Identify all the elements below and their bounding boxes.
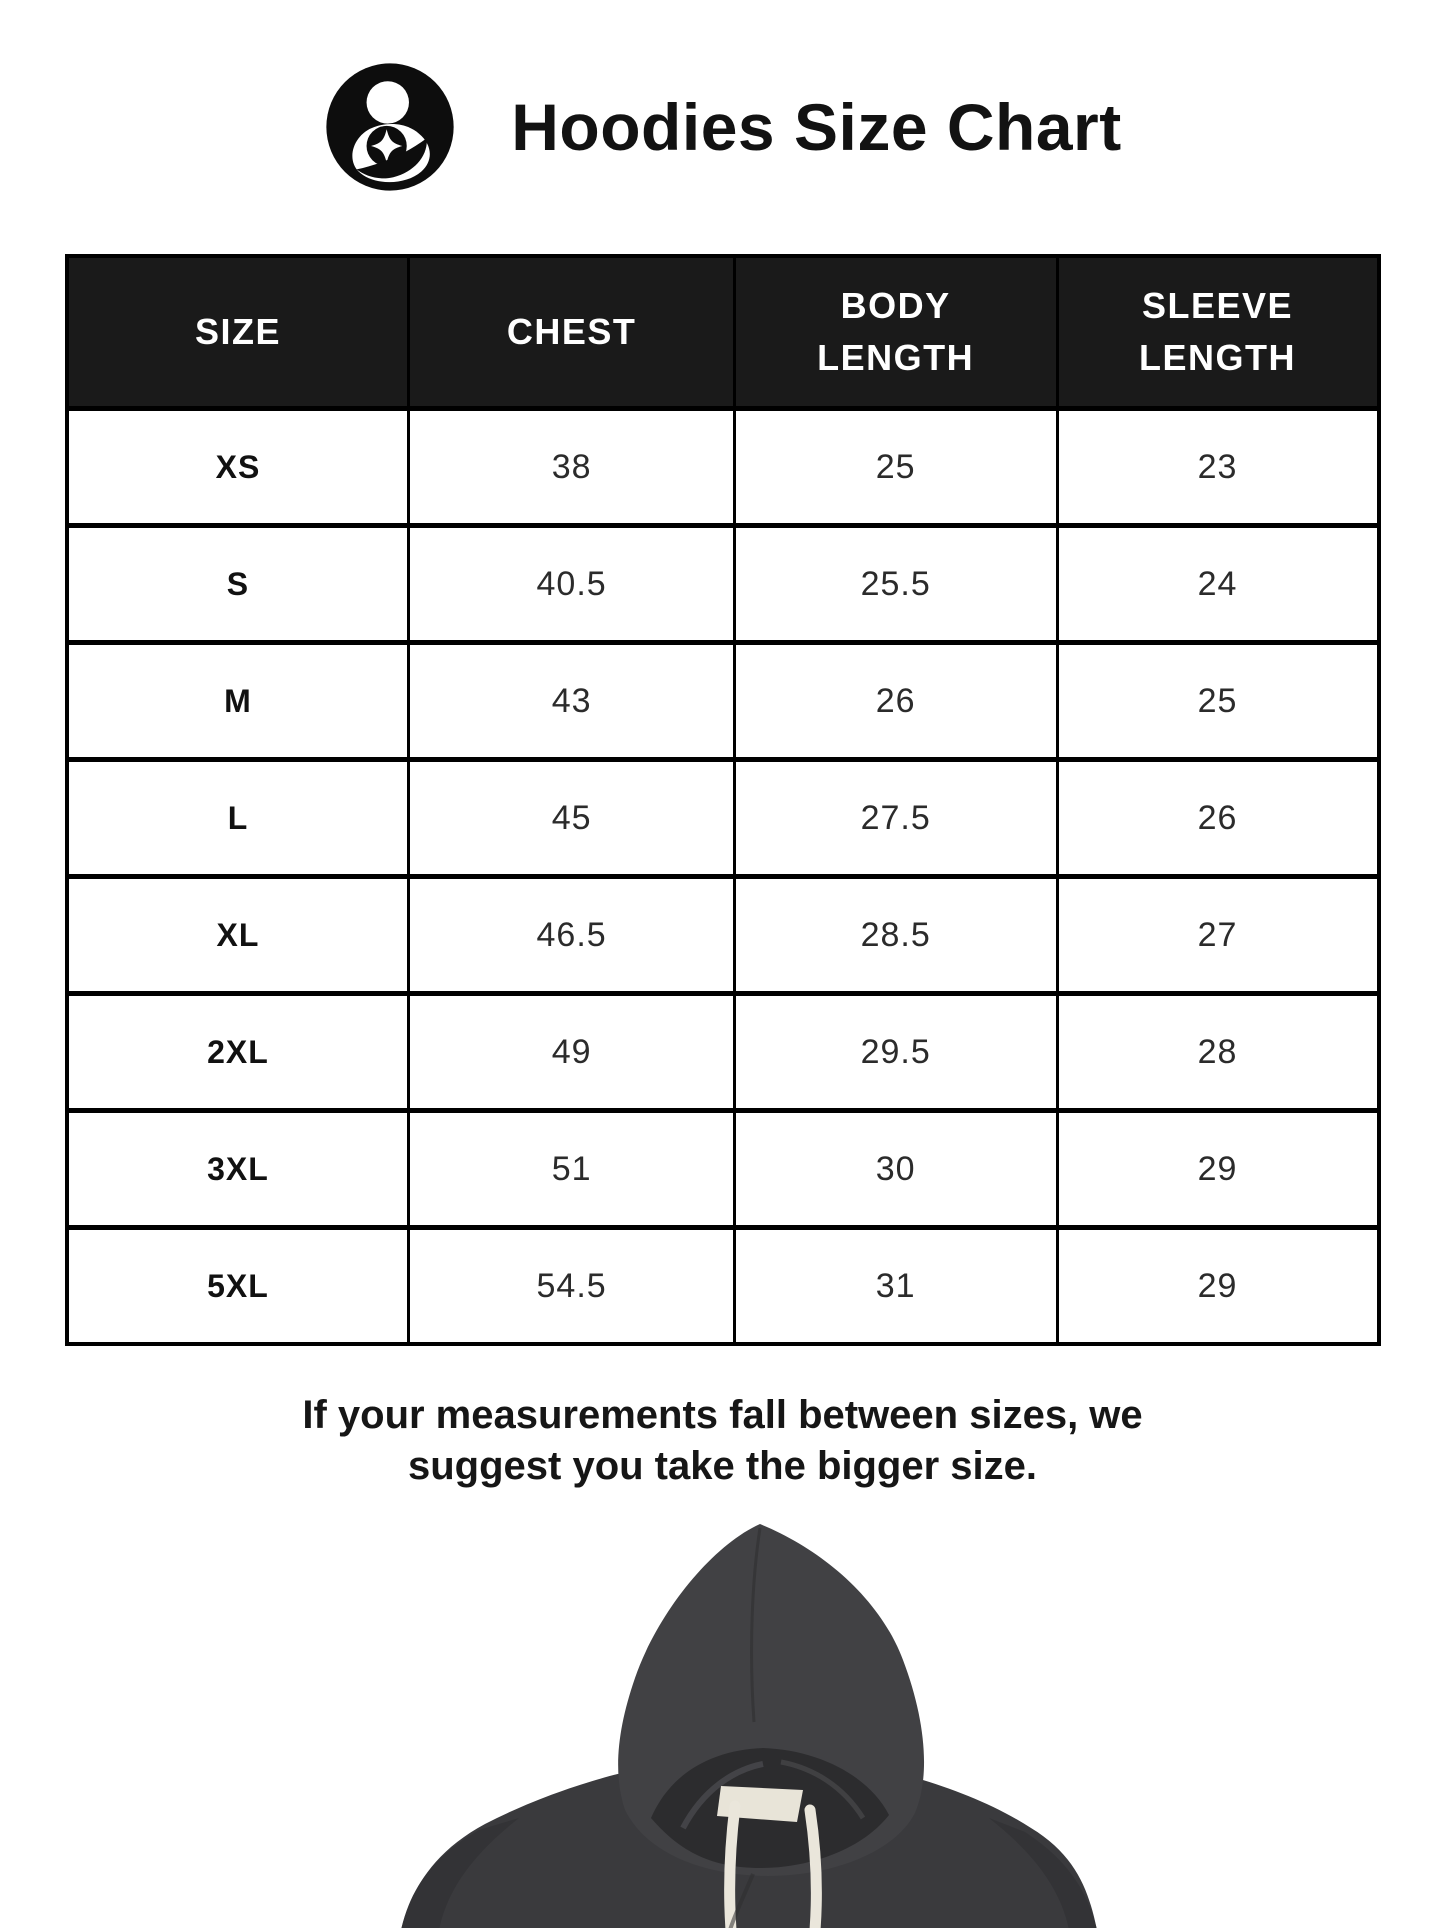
measurement-cell: 43 [409,643,734,760]
size-cell: 3XL [67,1111,409,1228]
size-cell: 5XL [67,1228,409,1345]
size-cell: XL [67,877,409,994]
size-cell: L [67,760,409,877]
size-cell: 2XL [67,994,409,1111]
size-cell: M [67,643,409,760]
measurement-cell: 40.5 [409,526,734,643]
table-row [67,409,1379,526]
size-cell: S [67,526,409,643]
page-header [0,0,1445,196]
measurement-cell: 29 [1057,1111,1378,1228]
page-title: Hoodies Size Chart [511,90,1122,164]
measurement-cell: 29 [1057,1228,1378,1345]
measurement-cell: 28.5 [734,877,1057,994]
measurement-cell: 30 [734,1111,1057,1228]
table-row [67,760,1379,877]
hoodie-image [283,1518,1163,1928]
size-cell: XS [67,409,409,526]
measurement-cell: 25.5 [734,526,1057,643]
measurement-cell: 23 [1057,409,1378,526]
size-chart-table [65,254,1381,1346]
table-header [67,256,1379,409]
measurement-cell: 31 [734,1228,1057,1345]
measurement-cell: 49 [409,994,734,1111]
column-header-chest: CHEST [409,256,734,409]
measurement-cell: 38 [409,409,734,526]
size-chart-container [65,254,1381,1346]
sizing-note-line-2: suggest you take the bigger size. [407,1444,1038,1489]
table-row [67,526,1379,643]
measurement-cell: 24 [1057,526,1378,643]
table-row [67,1111,1379,1228]
sizing-note [0,1390,1445,1492]
table-row [67,877,1379,994]
measurement-cell: 46.5 [409,877,734,994]
column-header-body-length: BODY LENGTH [734,256,1057,409]
measurement-cell: 25 [734,409,1057,526]
table-row [67,1228,1379,1345]
column-header-size: SIZE [67,256,409,409]
measurement-cell: 51 [409,1111,734,1228]
person-holding-star-logo-icon [323,60,457,194]
hoodie-photo [0,1518,1445,1928]
measurement-cell: 28 [1057,994,1378,1111]
measurement-cell: 27 [1057,877,1378,994]
sizing-note-line-1: If your measurements fall between sizes, we [302,1393,1143,1437]
brand-logo [323,60,457,194]
measurement-cell: 27.5 [734,760,1057,877]
measurement-cell: 29.5 [734,994,1057,1111]
table-header-row [67,256,1379,409]
measurement-cell: 45 [409,760,734,877]
measurement-cell: 54.5 [409,1228,734,1345]
measurement-cell: 26 [734,643,1057,760]
table-row [67,643,1379,760]
column-header-sleeve-length: SLEEVE LENGTH [1057,256,1378,409]
measurement-cell: 25 [1057,643,1378,760]
measurement-cell: 26 [1057,760,1378,877]
size-rows [67,409,1379,1345]
table-row [67,994,1379,1111]
